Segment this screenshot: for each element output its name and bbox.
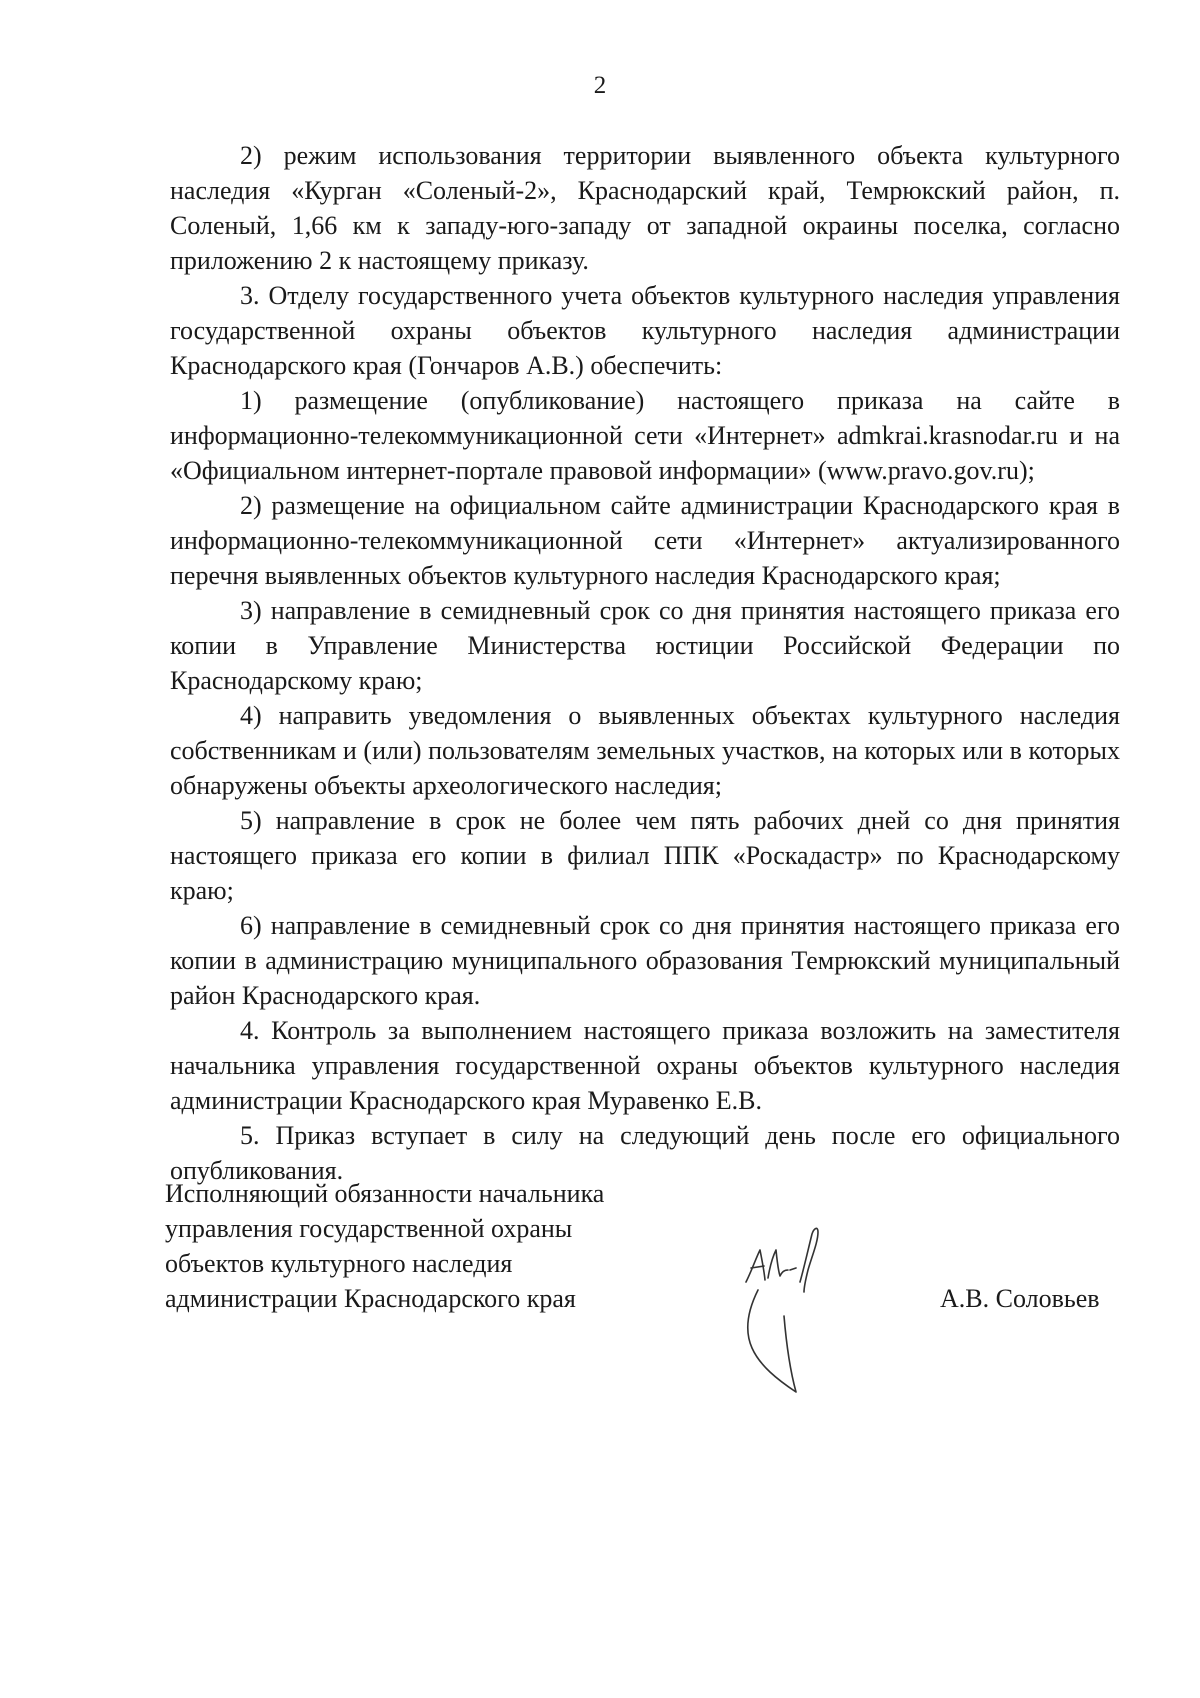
- paragraph-subitem-1: 1) размещение (опубликование) настоящего приказа на сайте в информационно-телекоммуникационной сети «Интернет» admkrai.krasnodar.ru и на «Официальном интернет-портале правовой информации» (www.pravo.gov.ru);: [170, 386, 1120, 485]
- signatory-position: [165, 1176, 685, 1316]
- page-number: 2: [593, 72, 607, 99]
- handwritten-signature: [738, 1220, 838, 1400]
- paragraph-subitem-2: 2) размещение на официальном сайте администрации Краснодарского края в информационно-телекоммуникационной сети «Интернет» актуализированного перечня выявленных объектов культурного наследия Краснодарского края;: [170, 491, 1120, 590]
- paragraph-subitem-4: 4) направить уведомления о выявленных объектах культурного наследия собственникам и (или) пользователям земельных участков, на которых или в которых обнаружены объекты археологического наследия;: [170, 701, 1120, 800]
- signer-name: А.В. Соловьев: [940, 1284, 1100, 1313]
- paragraph-subitem-3: 3) направление в семидневный срок со дня принятия настоящего приказа его копии в Управление Министерства юстиции Российской Федерации по Краснодарскому краю;: [170, 596, 1120, 695]
- paragraph-item-2-regime: 2) режим использования территории выявленного объекта культурного наследия «Курган «Соленый-2», Краснодарский край, Темрюкский район, п. Соленый, 1,66 км к западу-юго-западу от западной окраины поселка, согласно приложению 2 к настоящему приказу.: [170, 141, 1120, 275]
- paragraph-clause-4: 4. Контроль за выполнением настоящего приказа возложить на заместителя начальника управления государственной охраны объектов культурного наследия администрации Краснодарского края Муравенко Е.В.: [170, 1016, 1120, 1115]
- signatory-position-line: администрации Краснодарского края: [165, 1284, 576, 1313]
- signatory-position-line: Исполняющий обязанности начальника: [165, 1179, 605, 1208]
- paragraph-clause-5: 5. Приказ вступает в силу на следующий день после его официального опубликования.: [170, 1121, 1120, 1185]
- signatory-position-line: объектов культурного наследия: [165, 1249, 513, 1278]
- paragraph-clause-3: 3. Отделу государственного учета объектов культурного наследия управления государственной охраны объектов культурного наследия администрации Краснодарского края (Гончаров А.В.) обеспечить:: [170, 281, 1120, 380]
- paragraph-subitem-5: 5) направление в срок не более чем пять рабочих дней со дня принятия настоящего приказа его копии в филиал ППК «Роскадастр» по Краснодарскому краю;: [170, 806, 1120, 905]
- signatory-position-line: управления государственной охраны: [165, 1214, 573, 1243]
- document-body: [170, 138, 1120, 1188]
- paragraph-subitem-6: 6) направление в семидневный срок со дня принятия настоящего приказа его копии в администрацию муниципального образования Темрюкский муниципальный район Краснодарского края.: [170, 911, 1120, 1010]
